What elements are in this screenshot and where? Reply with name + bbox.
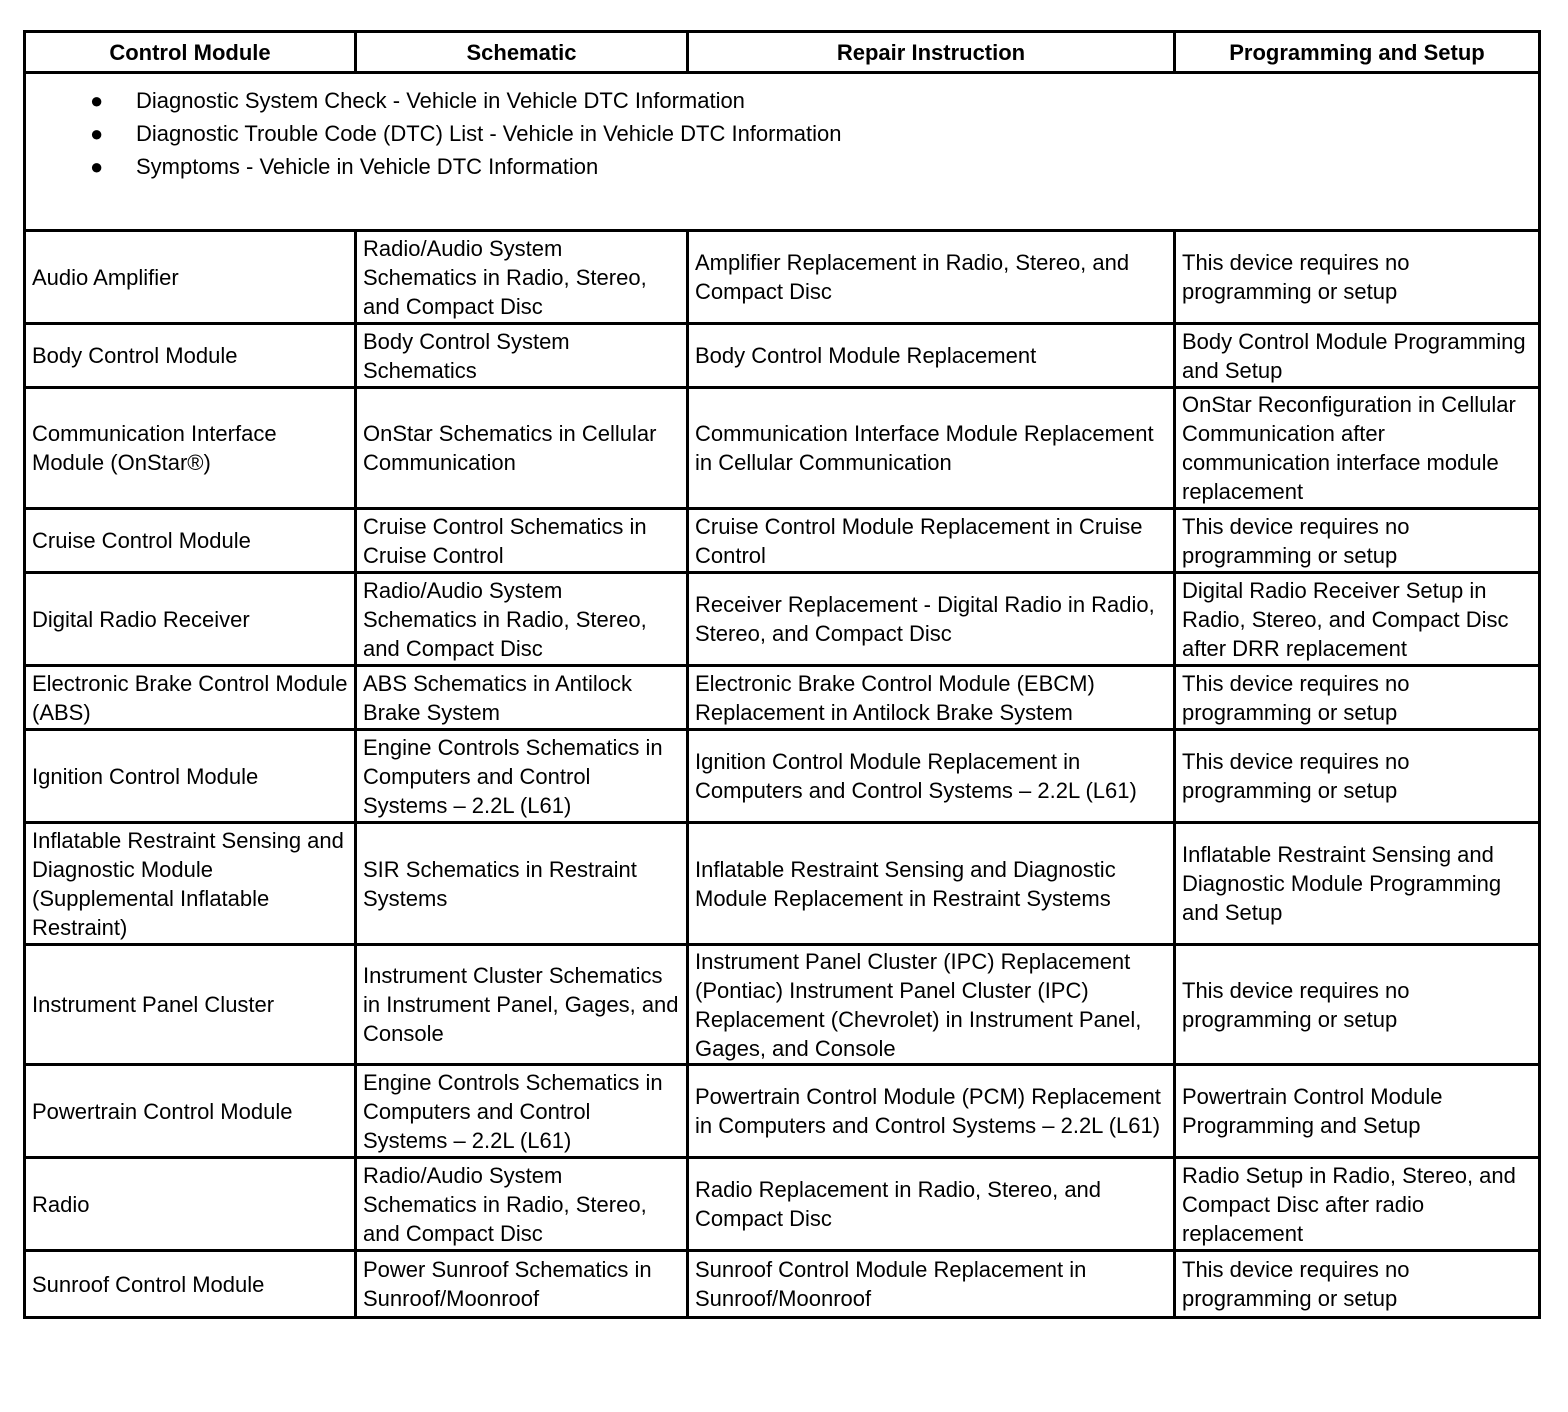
control-module-table [23,30,1541,1319]
cell-control-module: Powertrain Control Module [25,1065,356,1158]
cell-programming-setup: Digital Radio Receiver Setup in Radio, Stereo, and Compact Disc after DRR replacement [1175,573,1540,666]
cell-schematic: Radio/Audio System Schematics in Radio, Stereo, and Compact Disc [356,231,688,324]
list-item [90,84,1532,117]
diagnostic-links-cell [25,73,1540,231]
cell-schematic: Body Control System Schematics [356,324,688,388]
header-row [25,32,1540,73]
cell-control-module: Cruise Control Module [25,509,356,573]
diagnostic-links-row [25,73,1540,231]
bullet-icon: ● [90,154,104,179]
cell-programming-setup: Inflatable Restraint Sensing and Diagnostic Module Programming and Setup [1175,823,1540,945]
cell-schematic: ABS Schematics in Antilock Brake System [356,666,688,730]
table-row [25,666,1540,730]
cell-control-module: Instrument Panel Cluster [25,945,356,1065]
cell-schematic: OnStar Schematics in Cellular Communication [356,388,688,509]
cell-control-module: Inflatable Restraint Sensing and Diagnostic Module (Supplemental Inflatable Restraint) [25,823,356,945]
cell-programming-setup: Radio Setup in Radio, Stereo, and Compact Disc after radio replacement [1175,1158,1540,1251]
cell-repair-instruction: Ignition Control Module Replacement in Computers and Control Systems – 2.2L (L61) [688,730,1175,823]
cell-repair-instruction: Cruise Control Module Replacement in Cruise Control [688,509,1175,573]
cell-repair-instruction: Instrument Panel Cluster (IPC) Replacement (Pontiac) Instrument Panel Cluster (IPC) Replacement (Chevrolet) in Instrument Panel, Gages, and Console [688,945,1175,1065]
table-row [25,1251,1540,1318]
bullet-icon: ● [90,121,104,146]
cell-programming-setup: This device requires no programming or setup [1175,945,1540,1065]
cell-control-module: Electronic Brake Control Module (ABS) [25,666,356,730]
cell-programming-setup: Body Control Module Programming and Setup [1175,324,1540,388]
table-row [25,388,1540,509]
cell-repair-instruction: Powertrain Control Module (PCM) Replacement in Computers and Control Systems – 2.2L (L61) [688,1065,1175,1158]
cell-repair-instruction: Body Control Module Replacement [688,324,1175,388]
cell-programming-setup: This device requires no programming or setup [1175,666,1540,730]
cell-repair-instruction: Receiver Replacement - Digital Radio in Radio, Stereo, and Compact Disc [688,573,1175,666]
cell-programming-setup: This device requires no programming or setup [1175,1251,1540,1318]
cell-repair-instruction: Inflatable Restraint Sensing and Diagnostic Module Replacement in Restraint Systems [688,823,1175,945]
list-item [90,117,1532,150]
bullet-text: Symptoms - Vehicle in Vehicle DTC Information [136,154,599,179]
cell-control-module: Digital Radio Receiver [25,573,356,666]
table-row [25,1158,1540,1251]
table-row [25,730,1540,823]
cell-control-module: Radio [25,1158,356,1251]
table-row [25,945,1540,1065]
cell-control-module: Audio Amplifier [25,231,356,324]
cell-programming-setup: This device requires no programming or setup [1175,509,1540,573]
table-row [25,231,1540,324]
cell-schematic: Engine Controls Schematics in Computers and Control Systems – 2.2L (L61) [356,1065,688,1158]
header-programming-setup: Programming and Setup [1175,32,1540,73]
bullet-text: Diagnostic Trouble Code (DTC) List - Vehicle in Vehicle DTC Information [136,121,842,146]
cell-repair-instruction: Amplifier Replacement in Radio, Stereo, and Compact Disc [688,231,1175,324]
cell-repair-instruction: Radio Replacement in Radio, Stereo, and Compact Disc [688,1158,1175,1251]
bullet-text: Diagnostic System Check - Vehicle in Vehicle DTC Information [136,88,745,113]
table-row [25,324,1540,388]
cell-programming-setup: This device requires no programming or setup [1175,730,1540,823]
table-row [25,823,1540,945]
header-schematic: Schematic [356,32,688,73]
cell-schematic: SIR Schematics in Restraint Systems [356,823,688,945]
cell-schematic: Power Sunroof Schematics in Sunroof/Moonroof [356,1251,688,1318]
cell-repair-instruction: Communication Interface Module Replacement in Cellular Communication [688,388,1175,509]
table-row [25,1065,1540,1158]
table-row [25,573,1540,666]
cell-programming-setup: This device requires no programming or setup [1175,231,1540,324]
cell-programming-setup: OnStar Reconfiguration in Cellular Communication after communication interface module replacement [1175,388,1540,509]
cell-control-module: Communication Interface Module (OnStar®) [25,388,356,509]
cell-schematic: Radio/Audio System Schematics in Radio, Stereo, and Compact Disc [356,1158,688,1251]
bullet-icon: ● [90,88,104,113]
cell-control-module: Ignition Control Module [25,730,356,823]
header-repair-instruction: Repair Instruction [688,32,1175,73]
diagnostic-links-list [32,84,1532,183]
cell-control-module: Body Control Module [25,324,356,388]
cell-programming-setup: Powertrain Control Module Programming and Setup [1175,1065,1540,1158]
cell-schematic: Cruise Control Schematics in Cruise Control [356,509,688,573]
list-item [90,150,1532,183]
table-row [25,509,1540,573]
cell-schematic: Instrument Cluster Schematics in Instrument Panel, Gages, and Console [356,945,688,1065]
cell-repair-instruction: Sunroof Control Module Replacement in Sunroof/Moonroof [688,1251,1175,1318]
cell-control-module: Sunroof Control Module [25,1251,356,1318]
cell-schematic: Engine Controls Schematics in Computers and Control Systems – 2.2L (L61) [356,730,688,823]
cell-repair-instruction: Electronic Brake Control Module (EBCM) Replacement in Antilock Brake System [688,666,1175,730]
cell-schematic: Radio/Audio System Schematics in Radio, Stereo, and Compact Disc [356,573,688,666]
header-control-module: Control Module [25,32,356,73]
